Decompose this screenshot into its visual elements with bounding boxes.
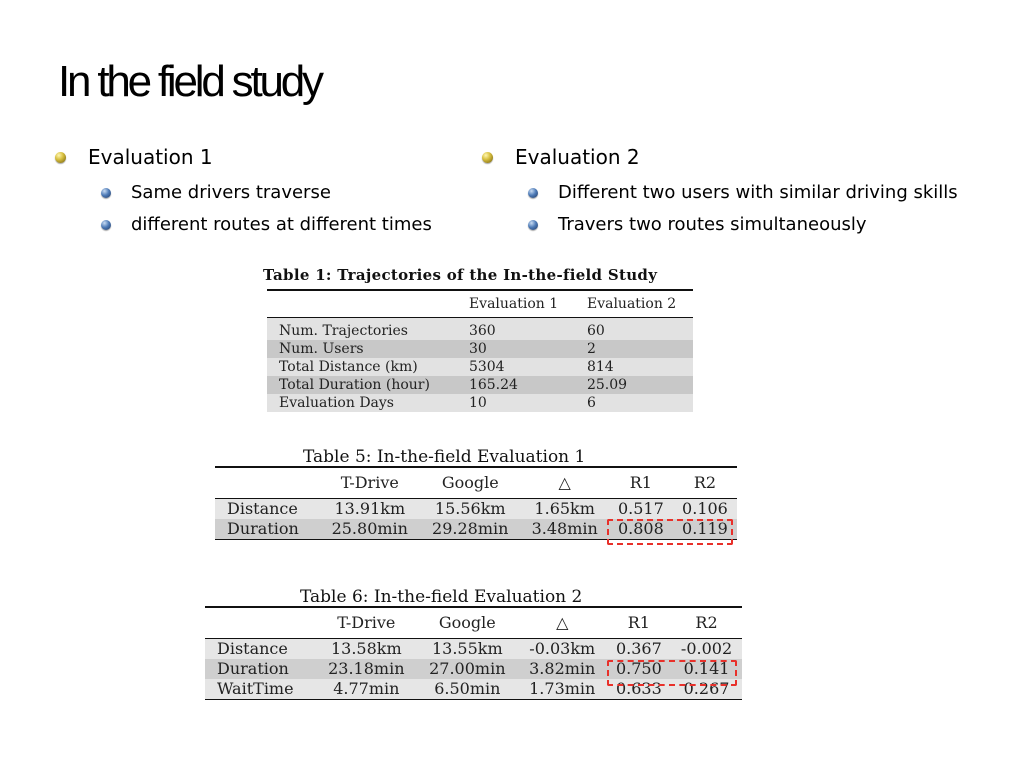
table-cell: 2 [586, 341, 596, 357]
table-header-cell: R2 [695, 613, 718, 632]
table-header-cell [267, 290, 457, 318]
evaluation-2-bullets [482, 143, 958, 241]
table-header-cell: Google [441, 473, 499, 492]
table-cell: 4.77min [333, 679, 400, 698]
table-row [205, 639, 742, 660]
table-cell: Evaluation Days [279, 395, 394, 411]
table-row [267, 376, 693, 394]
sub-bullet [101, 177, 432, 209]
table-cell: -0.002 [680, 639, 733, 658]
table-header-cell: R2 [693, 473, 717, 492]
table-cell: 60 [586, 323, 605, 339]
table-header-cell: R1 [629, 473, 652, 492]
table-header-row [267, 290, 693, 318]
slide-title: In the field study [58, 57, 321, 106]
sub-bullet-text: different routes at different times [131, 214, 432, 235]
table-6-caption: Table 6: In-the-field Evaluation 2 [300, 587, 583, 607]
table-cell: 30 [468, 341, 487, 357]
sub-bullet [101, 209, 432, 241]
table-header-cell: R1 [627, 613, 650, 632]
table-cell: 0.106 [682, 499, 728, 518]
table-cell: 29.28min [432, 519, 509, 538]
table-header-cell: Evaluation 1 [468, 296, 559, 312]
blue-sphere-bullet-icon [101, 220, 111, 230]
table-header-cell [205, 607, 316, 639]
table-cell: 1.73min [529, 679, 596, 698]
table-cell: 0.750 [615, 659, 662, 678]
table-cell: Duration [217, 659, 289, 678]
table-cell: 6.50min [434, 679, 501, 698]
table-row [267, 358, 693, 376]
delta-header-cell: △ [556, 613, 569, 632]
table-cell: 25.80min [331, 519, 408, 538]
table-header-cell: Google [438, 613, 496, 632]
table-cell: 165.24 [468, 377, 518, 393]
table-cell: 6 [586, 395, 596, 411]
table-header-cell [215, 467, 320, 499]
highlight-box-table-5 [607, 519, 733, 545]
bullet-evaluation-1 [55, 143, 432, 171]
sub-bullet [528, 177, 958, 209]
delta-header-cell: △ [558, 473, 571, 492]
sub-bullet-text: Different two users with similar driving skills [558, 182, 958, 203]
table-cell: Num. Trajectories [279, 323, 408, 339]
blue-sphere-bullet-icon [528, 220, 538, 230]
table-cell: 10 [468, 395, 487, 411]
table-cell: 5304 [468, 359, 505, 375]
table-header-row [215, 467, 737, 499]
blue-sphere-bullet-icon [101, 188, 111, 198]
sub-bullet-text: Travers two routes simultaneously [558, 214, 867, 235]
table-cell: Duration [227, 519, 299, 538]
table-cell: Distance [227, 499, 298, 518]
table-cell: 0.517 [617, 499, 664, 518]
table-cell: 13.55km [431, 639, 503, 658]
table-cell: Total Distance (km) [279, 359, 418, 375]
table-cell: 13.58km [330, 639, 402, 658]
table-header-row [205, 607, 742, 639]
table-cell: 0.367 [615, 639, 662, 658]
blue-sphere-bullet-icon [528, 188, 538, 198]
table-cell: 27.00min [429, 659, 506, 678]
gold-sphere-bullet-icon [482, 152, 493, 163]
sub-bullet-text: Same drivers traverse [131, 182, 331, 203]
table-row [215, 499, 737, 520]
table-cell: Num. Users [279, 341, 364, 357]
sub-bullet [528, 209, 958, 241]
table-cell: 814 [586, 359, 614, 375]
table-cell: 23.18min [328, 659, 405, 678]
table-header-cell: Evaluation 2 [586, 296, 677, 312]
table-cell: 0.633 [615, 679, 662, 698]
bullet-text: Evaluation 1 [88, 145, 213, 169]
table-cell: -0.03km [529, 639, 596, 658]
table-row [267, 394, 693, 412]
highlight-box-table-6 [607, 660, 737, 686]
table-cell: Distance [217, 639, 288, 658]
table-row [267, 340, 693, 358]
bullet-evaluation-2 [482, 143, 958, 171]
table-cell: WaitTime [217, 679, 294, 698]
table-cell: 1.65km [534, 499, 595, 518]
table-1-caption: Table 1: Trajectories of the In-the-field Study [263, 266, 658, 284]
bullet-text: Evaluation 2 [515, 145, 640, 169]
table-header-cell: T-Drive [337, 613, 396, 632]
table-header-cell: T-Drive [340, 473, 399, 492]
table-cell: Total Duration (hour) [279, 377, 430, 393]
table-5-caption: Table 5: In-the-field Evaluation 1 [303, 447, 586, 467]
table-1 [267, 289, 693, 412]
table-cell: 25.09 [586, 377, 628, 393]
gold-sphere-bullet-icon [55, 152, 66, 163]
table-cell: 0.808 [617, 519, 664, 538]
table-cell: 3.82min [529, 659, 596, 678]
table-cell: 15.56km [434, 499, 506, 518]
table-row [267, 318, 693, 341]
table-cell: 0.119 [682, 519, 728, 538]
table-cell: 0.141 [683, 659, 730, 678]
table-cell: 13.91km [334, 499, 406, 518]
table-cell: 0.267 [683, 679, 730, 698]
table-cell: 360 [468, 323, 496, 339]
table-cell: 3.48min [531, 519, 598, 538]
evaluation-1-bullets [55, 143, 432, 241]
